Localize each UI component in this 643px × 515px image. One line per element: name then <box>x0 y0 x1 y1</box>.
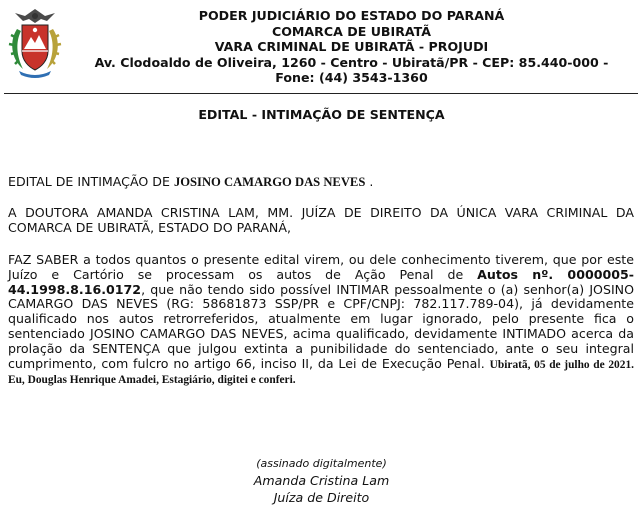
court-name: PODER JUDICIÁRIO DO ESTADO DO PARANÁ <box>198 8 505 23</box>
vara-name: VARA CRIMINAL DE UBIRATÃ - PROJUDI <box>214 39 489 54</box>
document-header <box>0 0 643 95</box>
case-number: Autos nº. 0000005-44.1998.8.16.0172 <box>8 266 634 297</box>
document-title: EDITAL - INTIMAÇÃO DE SENTENÇA <box>198 107 445 122</box>
court-phone: Fone: (44) 3543-1360 <box>275 70 428 85</box>
signer-name: Amanda Cristina Lam <box>253 473 390 488</box>
header-divider <box>4 93 638 94</box>
body-text-a: FAZ SABER a todos quantos o presente edital virem, ou dele conhecimento tiverem, que por este Juízo e Cartório se processam os autos de Ação Penal de <box>8 252 634 282</box>
body-text-c: , já devidamente qualificado nos autos retrorreferidos, atualmente em lugar ignorado, pelo presente fica o sentenciado <box>8 296 634 341</box>
signer-role: Juíza de Direito <box>273 490 370 505</box>
judge-paragraph: A DOUTORA AMANDA CRISTINA LAM, MM. JUÍZA DE DIREITO DA ÚNICA VARA CRIMINAL DA COMARCA DE UBIRATÃ, ESTADO DO PARANÁ, <box>8 205 634 235</box>
body-text-b: , que não tendo sido possível INTIMAR pessoalmente o (a) senhor(a) <box>141 281 590 297</box>
intro-prefix: EDITAL DE INTIMAÇÃO DE <box>8 174 174 189</box>
court-address: Av. Clodoaldo de Oliveira, 1260 - Centro - Ubiratã/PR - CEP: 85.440-000 - <box>94 54 609 70</box>
defendant-identification: JOSINO CAMARGO DAS NEVES (RG: 58681873 SSP/PR e CPF/CNPJ: 782.117.789-04) <box>8 281 634 312</box>
intro-paragraph <box>8 175 634 190</box>
comarca-name: COMARCA DE UBIRATÃ <box>271 23 432 39</box>
body-paragraph <box>8 253 634 388</box>
intro-suffix: . <box>365 174 374 189</box>
closing-statement: Ubiratã, 05 de julho de 2021. Eu, Douglas Henrique Amadei, Estagiário, digitei e conferi. <box>8 358 634 387</box>
digital-signature-note: (assinado digitalmente) <box>256 457 387 470</box>
defendant-name-repeat: JOSINO CAMARGO DAS NEVES <box>89 325 284 341</box>
header-text <box>60 8 643 86</box>
parana-coat-of-arms-icon <box>5 7 65 79</box>
defendant-name: JOSINO CAMARGO DAS NEVES <box>173 175 366 189</box>
body-text-d: , acima qualificado, devidamente INTIMADO acerca da prolação da SENTENÇA que julgou extinta a punibilidade do sentenciado, ante o seu integral cumprimento, com fulcro no artigo 66, inciso II, da Lei de Execução Penal. <box>8 325 634 371</box>
